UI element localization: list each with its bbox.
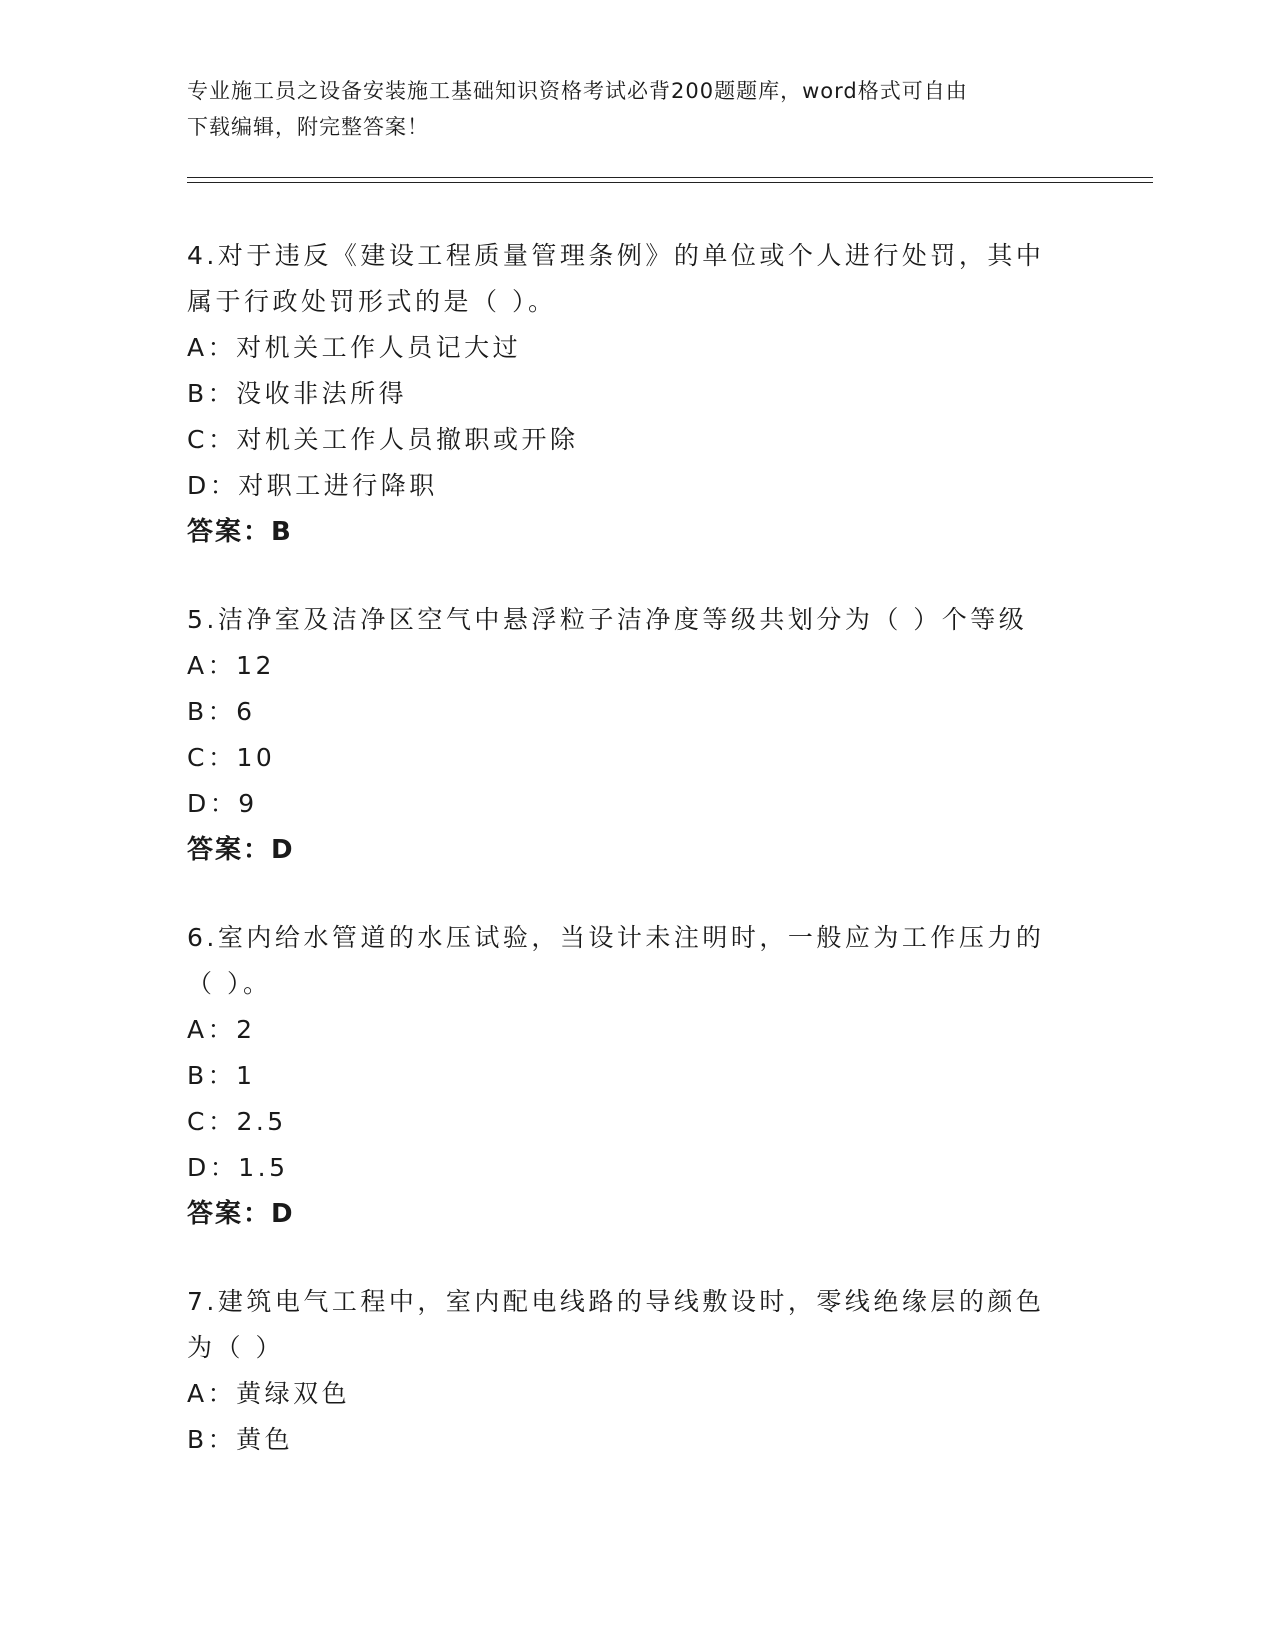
option-b: B：1	[187, 1061, 256, 1090]
question-stem-line: 属于行政处罚形式的是（ ）。	[187, 287, 557, 316]
option-a: A：黄绿双色	[187, 1379, 351, 1408]
option-b: B：没收非法所得	[187, 379, 408, 408]
option-c: C：2.5	[187, 1107, 287, 1136]
option-d: D：1.5	[187, 1153, 289, 1182]
question-stem-line: 7.建筑电气工程中，室内配电线路的导线敷设时，零线绝缘层的颜色	[187, 1287, 1045, 1316]
option-c: C：10	[187, 743, 276, 772]
option-c: C：对机关工作人员撤职或开除	[187, 425, 579, 454]
header-divider-top	[187, 177, 1153, 178]
header-divider-bottom	[187, 182, 1153, 183]
question-stem-line: 4.对于违反《建设工程质量管理条例》的单位或个人进行处罚，其中	[187, 241, 1045, 270]
option-d: D：9	[187, 789, 258, 818]
question-4	[187, 233, 1087, 555]
header-line-2: 下载编辑，附完整答案！	[187, 115, 429, 139]
question-6	[187, 915, 1087, 1237]
question-stem-line: 5.洁净室及洁净区空气中悬浮粒子洁净度等级共划分为（ ）个等级	[187, 605, 1028, 634]
option-d: D：对职工进行降职	[187, 471, 438, 500]
question-stem-line: 6.室内给水管道的水压试验，当设计未注明时，一般应为工作压力的	[187, 923, 1045, 952]
question-5	[187, 597, 1087, 873]
answer-label: 答案：D	[187, 835, 295, 865]
option-a: A：12	[187, 651, 275, 680]
document-header	[187, 73, 1067, 145]
option-b: B：6	[187, 697, 256, 726]
option-a: A：对机关工作人员记大过	[187, 333, 522, 362]
question-stem-line: （ ）。	[187, 969, 272, 998]
answer-label: 答案：D	[187, 1199, 295, 1229]
option-b: B：黄色	[187, 1425, 294, 1454]
option-a: A：2	[187, 1015, 256, 1044]
answer-label: 答案：B	[187, 517, 293, 547]
question-7	[187, 1279, 1087, 1463]
question-stem-line: 为（ ）	[187, 1333, 284, 1362]
header-line-1: 专业施工员之设备安装施工基础知识资格考试必背200题题库，word格式可自由	[187, 79, 968, 103]
question-list	[187, 233, 1087, 1505]
